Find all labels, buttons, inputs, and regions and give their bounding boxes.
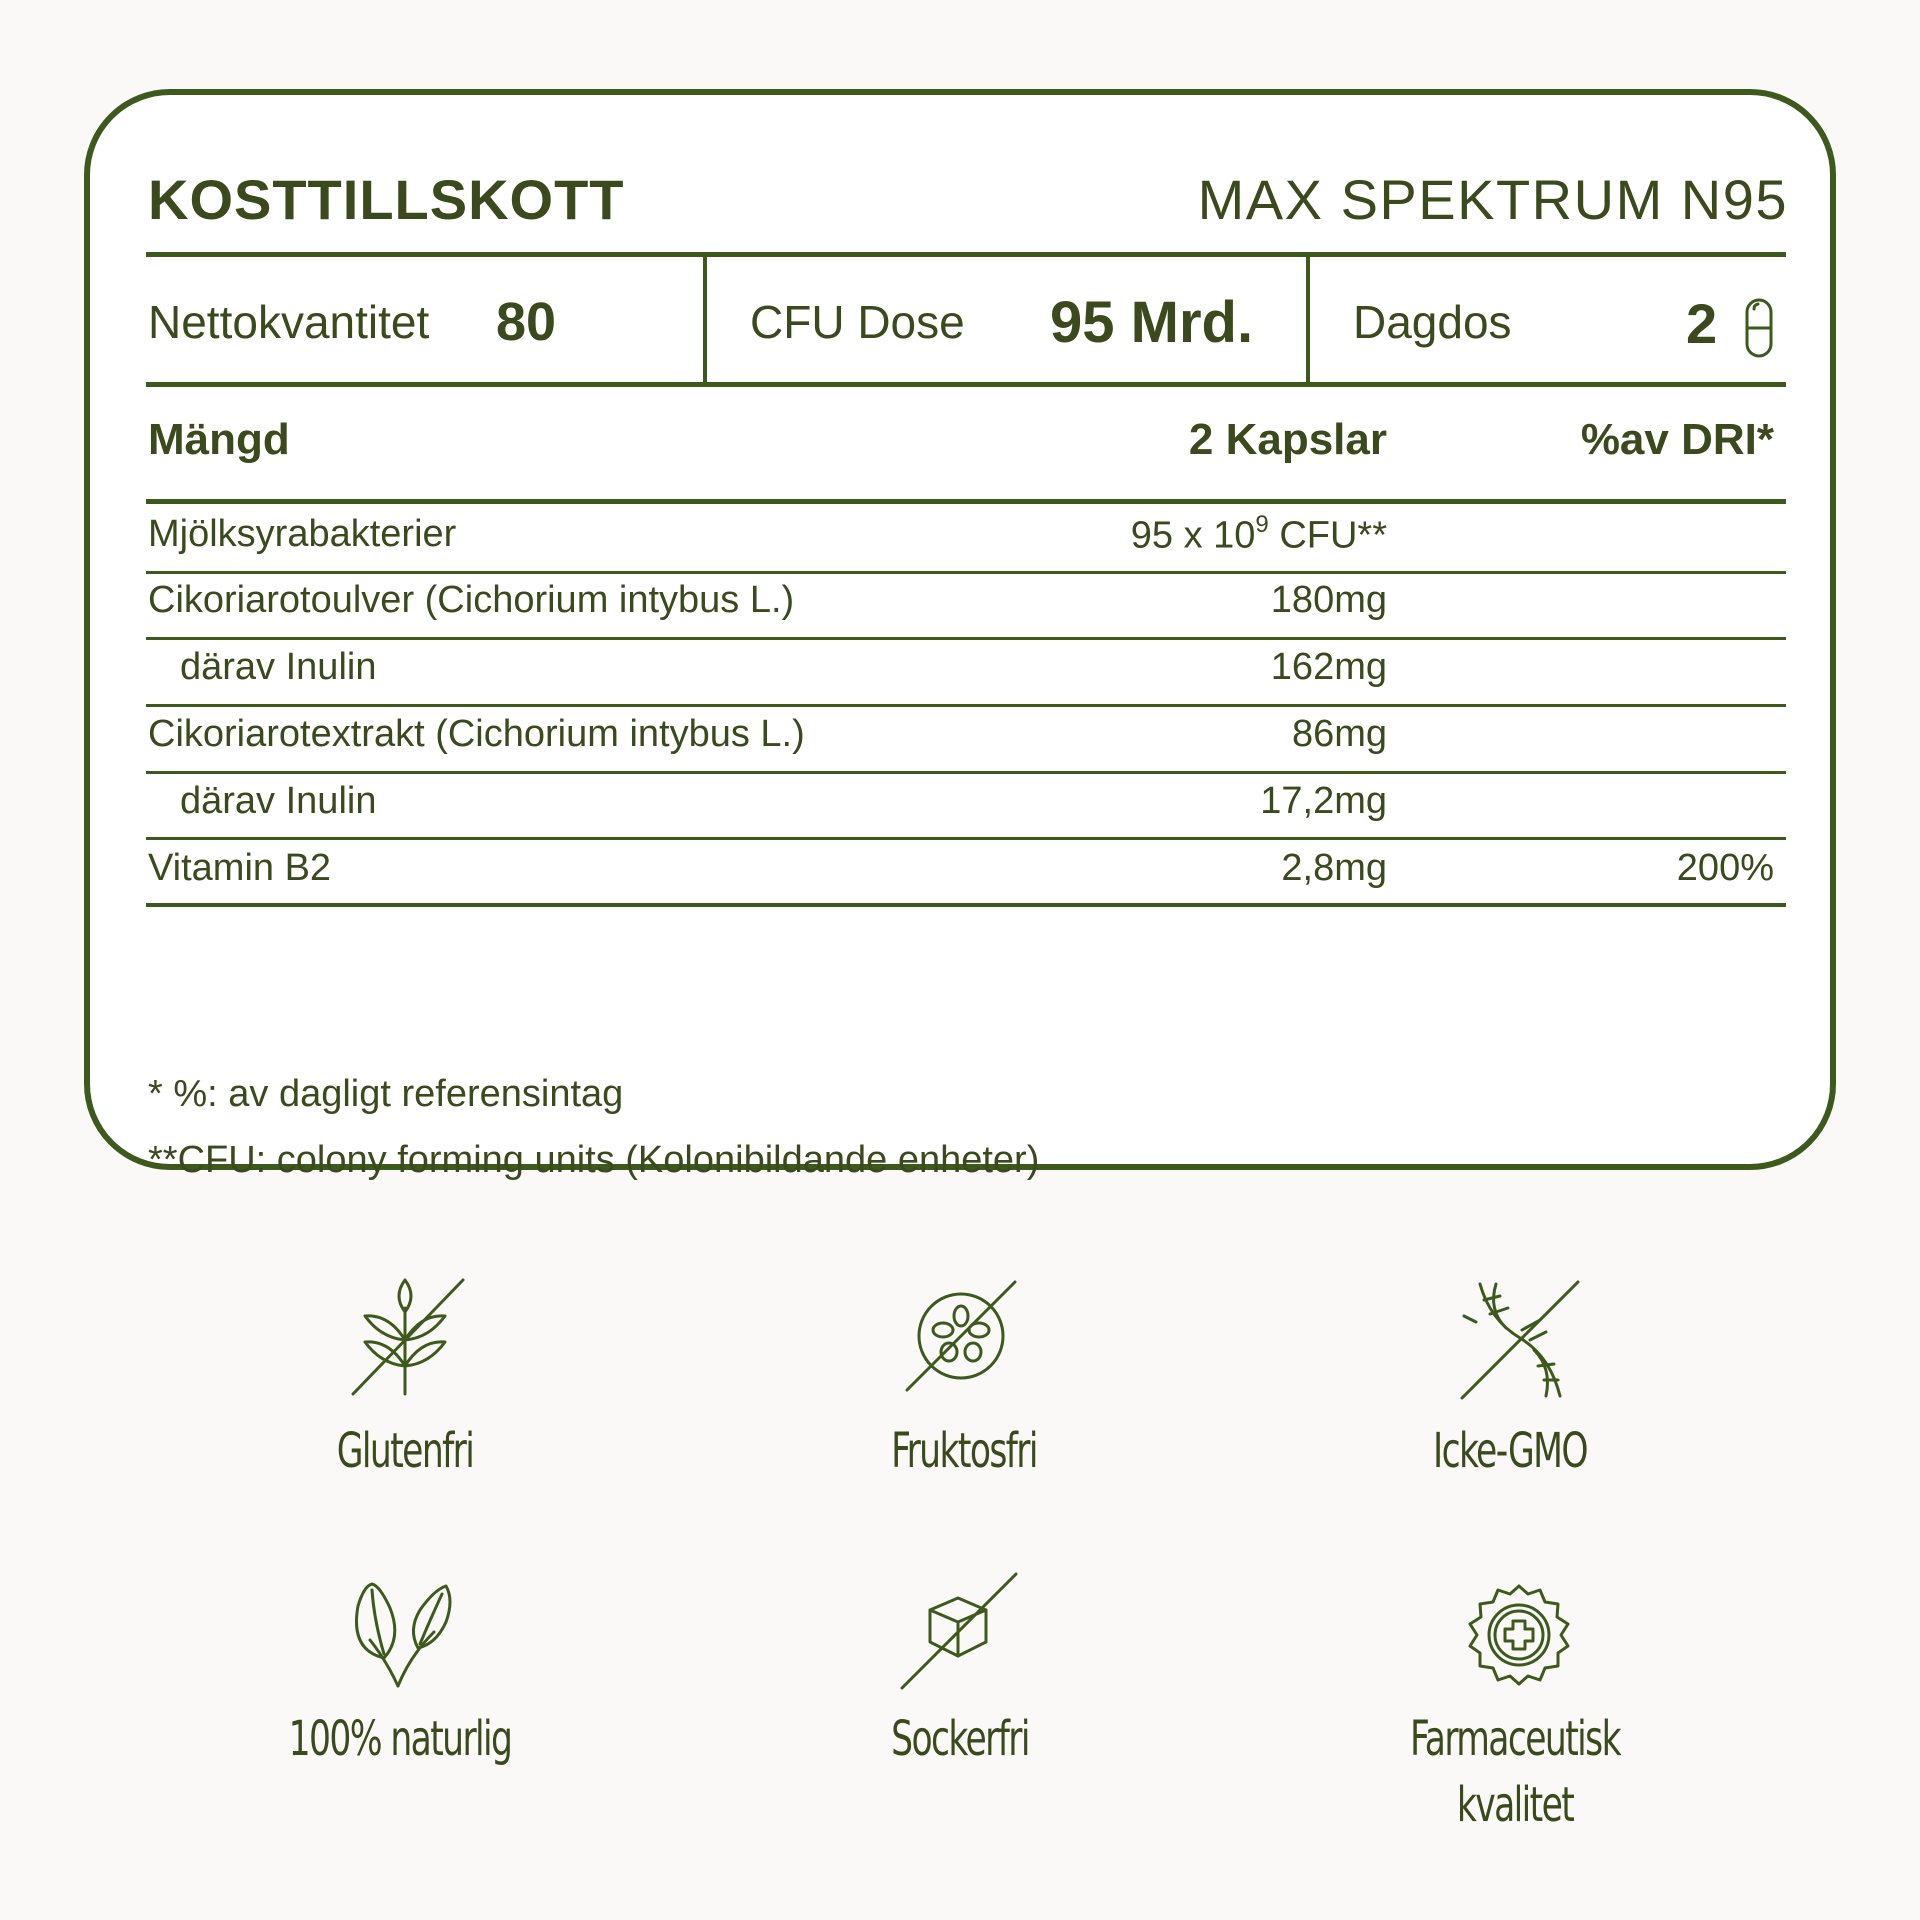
table-header-divider	[146, 499, 1786, 504]
ingredient-name: Cikoriarotextrakt (Cichorium intybus L.)	[148, 713, 805, 755]
column-dri-header: %av DRI*	[1580, 415, 1774, 464]
ingredient-name: Cikoriarotoulver (Cichorium intybus L.)	[148, 579, 795, 621]
daily-dose-label: Dagdos	[1353, 296, 1512, 348]
sugar-cube-crossed-icon	[900, 1572, 1018, 1690]
net-quantity-label: Nettokvantitet	[148, 296, 430, 348]
feature-label-line2: kvalitet	[1456, 1777, 1574, 1833]
ingredient-name: därav Inulin	[180, 780, 377, 822]
feature-label-icke-gmo: Icke-GMO	[1433, 1423, 1587, 1479]
daily-dose-value: 2	[1686, 292, 1718, 355]
row-divider	[146, 771, 1786, 774]
feature-label-line1: Farmaceutisk	[1410, 1711, 1620, 1767]
ingredient-amount: 95 x $10^9$ CFU**	[1130, 511, 1387, 557]
feature-label-fruktosfri: Fruktosfri	[891, 1423, 1037, 1479]
footnote-dri: * %: av dagligt referensintag	[148, 1073, 624, 1115]
summary-divider	[703, 255, 707, 385]
ingredient-amount: 86mg	[1291, 713, 1387, 755]
cfu-dose-value: 95 Mrd.	[1050, 290, 1254, 355]
ingredient-name: därav Inulin	[180, 646, 377, 688]
capsule-icon	[1742, 297, 1778, 361]
column-amount-header: Mängd	[148, 415, 290, 464]
row-divider	[146, 571, 1786, 574]
column-serving-header: 2 Kapslar	[1188, 415, 1387, 464]
ingredient-dri: 200%	[1676, 847, 1774, 889]
footnote-cfu: **CFU: colony forming units (Kolonibildande enheter)	[148, 1139, 1040, 1181]
row-divider	[146, 837, 1786, 840]
label-category: KOSTTILLSKOTT	[148, 168, 625, 231]
leaves-icon	[350, 1580, 460, 1690]
row-divider	[146, 704, 1786, 707]
ingredient-name: Mjölksyrabakterier	[148, 513, 457, 555]
cfu-dose-label: CFU Dose	[750, 296, 965, 348]
header-divider	[146, 252, 1786, 257]
feature-label-farmaceutisk	[1315, 1706, 1715, 1838]
feature-label-naturlig: 100% naturlig	[288, 1711, 512, 1767]
nutrition-label-card	[84, 89, 1836, 1181]
ingredient-amount: 162mg	[1270, 646, 1387, 688]
ingredient-amount: 2,8mg	[1281, 847, 1387, 889]
summary-divider-bottom	[146, 382, 1786, 387]
ingredient-amount: 180mg	[1270, 579, 1387, 621]
pharma-seal-icon	[1462, 1578, 1576, 1692]
dna-crossed-icon	[1460, 1280, 1580, 1400]
net-quantity-value: 80	[496, 292, 557, 352]
ingredient-name: Vitamin B2	[148, 847, 332, 889]
feature-label-glutenfri: Glutenfri	[336, 1423, 474, 1479]
feature-label-sockerfri: Sockerfri	[891, 1711, 1029, 1767]
ingredient-amount: 17,2mg	[1260, 780, 1387, 822]
row-divider	[146, 903, 1786, 907]
product-name: MAX SPEKTRUM N95	[1197, 168, 1788, 231]
wheat-crossed-icon	[345, 1278, 465, 1398]
row-divider	[146, 637, 1786, 640]
fruit-slice-crossed-icon	[905, 1280, 1017, 1392]
summary-divider	[1306, 255, 1310, 385]
